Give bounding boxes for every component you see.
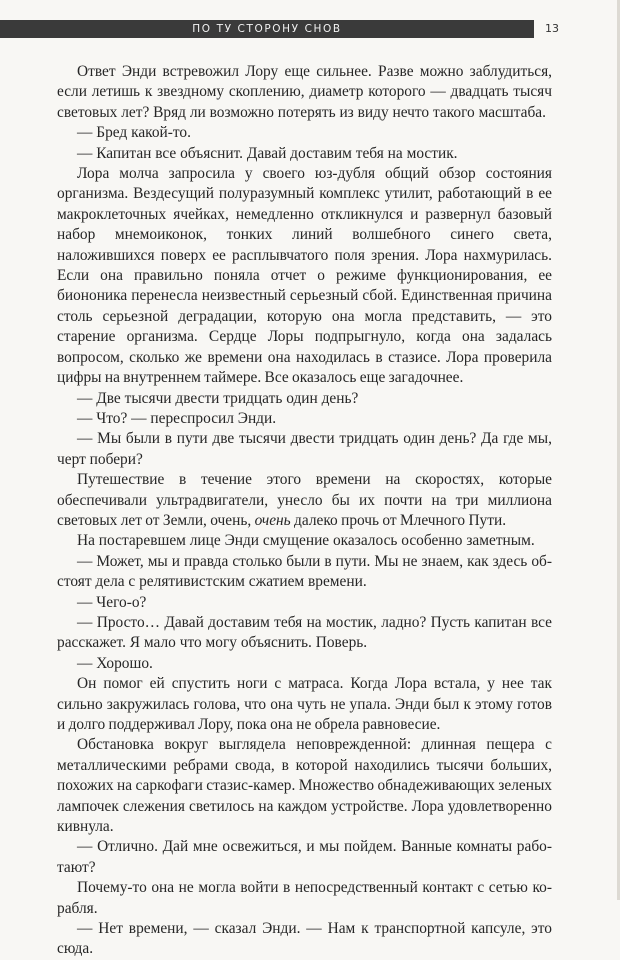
paragraph: — Нет времени, — сказал Энди. — Нам к транспортной капсуле, это сюда. — [57, 920, 552, 958]
paragraph: Он помог ей спустить ноги с матраса. Когда Лора встала, у нее так сильно закружилась голова, что она чуть не упала. Энди был к этому готов и долго поддерживал Лору, пока она не обрела равновесие. — [57, 675, 552, 733]
body-text — [57, 62, 552, 960]
paragraph — [57, 470, 552, 531]
paragraph: — Просто… Давай доставим тебя на мостик, ладно? Пусть капитан все расскажет. Я мало что могу объяснить. Поверь. — [57, 613, 552, 652]
paragraph: — Хорошо. — [77, 654, 153, 672]
paragraph: — Бред какой-то. — [77, 124, 191, 142]
running-title: ПО ТУ СТОРОНУ СНОВ — [192, 23, 342, 35]
paragraph: Ответ Энди встревожил Лору еще сильнее. Разве можно заблудиться, если летишь к звездному скоплению, диаметр которого — двадцать тысяч световых лет? Вряд ли возможно потерять из виду нечто такого масштаба. — [57, 63, 552, 121]
paragraph: На постаревшем лице Энди смущение оказалось особенно заметным. — [77, 532, 535, 550]
paragraph: Обстановка вокруг выглядела неповрежденной: длинная пещера с металлическими ребрами свода, в которой находились тысячи больших, похожих на саркофаги стазис-камер. Множество обнадеживающих зеленых лампочек слежения светилось на каждом устройстве. Лора удовлетворенно кивнула. — [57, 736, 552, 836]
page-number: 13 — [545, 22, 559, 35]
paragraph: — Капитан все объяснит. Давай доставим тебя на мостик. — [77, 144, 458, 162]
paragraph: — Две тысячи двести тридцать один день? — [77, 389, 359, 407]
running-header-bar — [0, 20, 534, 38]
emphasis-word: очень — [254, 511, 291, 529]
paragraph: Почему-то она не могла войти в непосредственный контакт с сетью корабля. — [57, 879, 552, 917]
paragraph: Лора молча запросила у своего юз-дубля общий обзор состояния организма. Вездесущий полуразумный комплекс утилит, работающий в ее макроклеточных ячейках, немедленно откликнулся и развернул базовый набор мнемоиконок, тонких линий волшебного синего света, наложившихся поверх ее расплывчатого поля зрения. Лора нахмурилась. Если она правильно поняла отчет о режиме функционирования, ее биононика перенесла неизвестный серьезный сбой. Единственная причина столь серьезной деградации, которую она могла представить, — это старение организма. Сердце Лоры подпрыгнуло, когда она задалась вопросом, сколько же времени она находилась в стазисе. Лора проверила цифры на внутреннем таймере. Все оказалось еще загадочнее. — [57, 165, 552, 387]
paragraph-text: далеко прочь от Млечного Пути. — [290, 511, 507, 529]
paragraph: — Мы были в пути две тысячи двести тридцать один день? Да где мы, черт побери? — [57, 430, 552, 468]
paragraph-text: Путешествие в течение этого времени на скоростях, которые обеспечивали ультрадвигатели, унесло бы их почти на три миллиона световых лет от Земли, очень, — [57, 471, 552, 529]
paragraph: — Чего-о? — [77, 593, 147, 611]
paragraph: — Что? — переспросил Энди. — [77, 409, 277, 427]
paragraph: — Может, мы и правда столько были в пути. Мы не знаем, как здесь обстоят дела с релятивистским сжатием времени. — [57, 552, 552, 591]
paragraph: — Отлично. Дай мне освежиться, и мы пойдем. Ванные комнаты работают? — [57, 838, 552, 876]
